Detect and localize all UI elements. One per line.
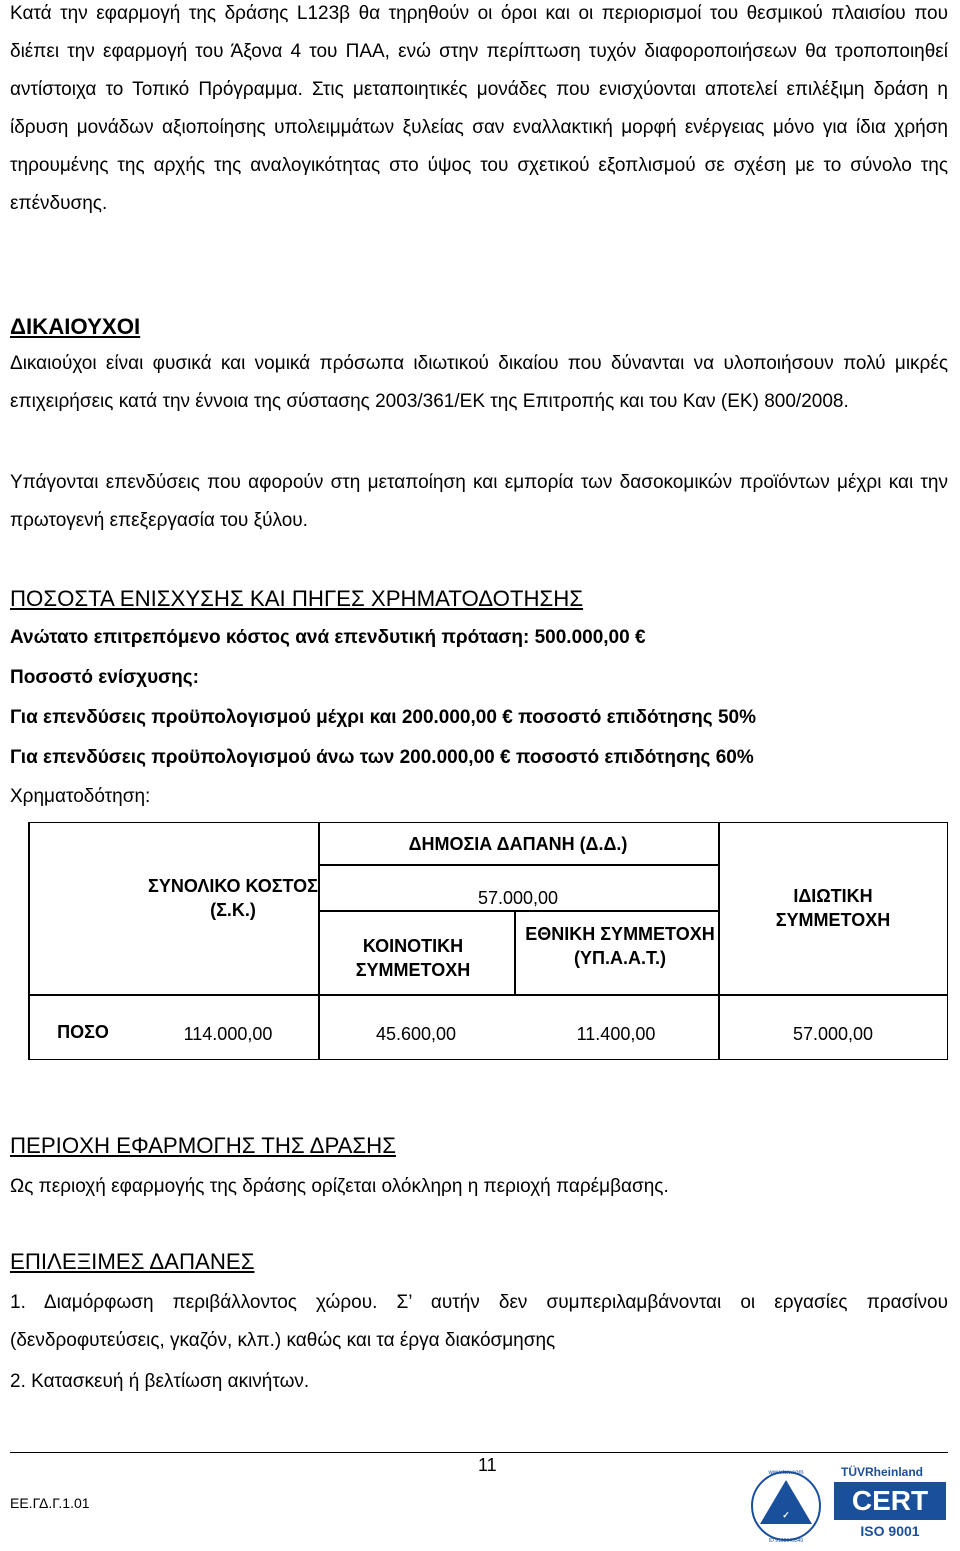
beneficiaries-heading: ΔΙΚΑΙΟΥΧΟΙ — [10, 314, 141, 339]
svg-text:✓: ✓ — [782, 1510, 790, 1520]
cert-brand: TÜVRheinland — [840, 1465, 924, 1479]
cert-iso: ISO 9001 — [860, 1523, 920, 1539]
cert-id: ID 9105049549 — [768, 1538, 804, 1544]
eligible-item-2: 2. Κατασκευή ή βελτίωση ακινήτων. — [10, 1371, 310, 1392]
table-line — [318, 864, 718, 866]
community-header: ΚΟΙΝΟΤΙΚΗ ΣΥΜΜΕΤΟΧΗ — [355, 936, 471, 980]
area-text: Ως περιοχή εφαρμογής της δράσης ορίζεται ολόκληρη η περιοχή παρέμβασης. — [10, 1176, 669, 1197]
max-cost-line — [10, 619, 948, 657]
community-value: 45.600,00 — [375, 1024, 457, 1044]
private-header: ΙΔΙΩΤΙΚΗ ΣΥΜΜΕΤΟΧΗ — [775, 886, 891, 930]
area-heading: ΠΕΡΙΟΧΗ ΕΦΑΡΜΟΓΗΣ ΤΗΣ ΔΡΑΣΗΣ — [10, 1133, 396, 1158]
eligible-item-1: 1. Διαμόρφωση περιβάλλοντος χώρου. Σ’ αυτήν δεν συμπεριλαμβάνονται οι εργασίες πρασίνου (δενδροφυτεύσεις, γκαζόν, κλπ.) καθώς και τα έργα διακόσμησης — [10, 1292, 948, 1351]
footer-divider — [10, 1452, 948, 1453]
euro-sign: € — [634, 627, 646, 648]
national-header: ΕΘΝΙΚΗ ΣΥΜΜΕΤΟΧΗ (ΥΠ.Α.Α.Τ.) — [525, 924, 715, 968]
cert-url: www.tuv.com — [768, 1470, 804, 1476]
cert-word: CERT — [851, 1485, 929, 1516]
private-value: 57.000,00 — [792, 1024, 874, 1044]
table-line — [514, 910, 516, 994]
table-line — [28, 994, 948, 996]
rate-low-text: Για επενδύσεις προϋπολογισμού μέχρι και 200.000,00 — [10, 707, 497, 728]
page-number: 11 — [478, 1455, 497, 1475]
max-cost-text: Ανώτατο επιτρεπόμενο κόστος ανά επενδυτική πρόταση: 500.000,00 — [10, 627, 630, 648]
total-cost-header: ΣΥΝΟΛΙΚΟ ΚΟΣΤΟΣ (Σ.Κ.) — [148, 876, 318, 920]
intro-text-2: Στις μεταποιητικές μονάδες που ενισχύονται αποτελεί επιλέξιμη δράση η ίδρυση μονάδων αξιοποίησης υπολειμμάτων ξυλείας σαν εναλλακτική μορφή ενέργειας μόνο για ίδια χρήση τηρουμένης της αρχής της αναλογικότητας στο ύψος του σχετικού εξοπλισμού σε σχέση με το σύνολο της επένδυσης. — [10, 79, 948, 214]
public-total-value: 57.000,00 — [477, 888, 559, 908]
euro-sign: € — [502, 707, 513, 728]
rate-low-line — [10, 699, 948, 737]
intro-paragraph — [10, 0, 948, 223]
public-expense-header: ΔΗΜΟΣΙΑ ΔΑΠΑΝΗ (Δ.Δ.) — [408, 834, 628, 854]
eligible-heading: ΕΠΙΛΕΞΙΜΕΣ ΔΑΠΑΝΕΣ — [10, 1249, 255, 1274]
table-line — [318, 910, 718, 912]
tuv-triangle-icon — [752, 1470, 820, 1544]
funding-label: Χρηματοδότηση: — [10, 786, 151, 807]
tuv-cert-logo — [750, 1462, 948, 1544]
total-cost-value: 114.000,00 — [183, 1024, 273, 1044]
rate-high-line — [10, 739, 948, 777]
beneficiaries-text: Δικαιούχοι είναι φυσικά και νομικά πρόσωπα ιδιωτικού δικαίου που δύνανται να υλοποιήσουν πολύ μικρές επιχειρήσεις κατά την έννοια της σύστασης 2003/361/ΕΚ της Επιτροπής και του Καν (ΕΚ) 800/2008. — [10, 353, 948, 412]
row-label: ΠΟΣΟ — [57, 1022, 109, 1042]
footer-document-code: ΕΕ.ΓΔ.Γ.1.01 — [10, 1495, 90, 1511]
national-value: 11.400,00 — [576, 1024, 656, 1044]
euro-sign: € — [499, 747, 511, 768]
rate-high-percent: ποσοστό επιδότησης 60% — [515, 747, 754, 768]
investments-text: Υπάγονται επενδύσεις που αφορούν στη μεταποίηση και εμπορία των δασοκομικών προϊόντων μέχρι και την πρωτογενή επεξεργασία του ξύλου. — [10, 472, 948, 531]
intro-text-1: Κατά την εφαρμογή της δράσης L123β θα τηρηθούν οι όροι και οι περιορισμοί του θεσμικού πλαισίου που διέπει την εφαρμογή του Άξονα 4 του ΠΑΑ, ενώ στην περίπτωση τυχόν διαφοροποιήσεων θα τροποποιηθεί αντίστοιχα το Τοπικό Πρόγραμμα. — [10, 3, 948, 100]
rate-label: Ποσοστό ενίσχυσης: — [10, 667, 199, 688]
rate-low-percent: ποσοστό επιδότησης 50% — [518, 707, 756, 728]
rate-high-text: Για επενδύσεις προϋπολογισμού άνω των 200.000,00 — [10, 747, 495, 768]
financing-heading: ΠΟΣΟΣΤΑ ΕΝΙΣΧΥΣΗΣ ΚΑΙ ΠΗΓΕΣ ΧΡΗΜΑΤΟΔΟΤΗΣΗΣ — [10, 586, 584, 611]
funding-table — [28, 822, 948, 1060]
